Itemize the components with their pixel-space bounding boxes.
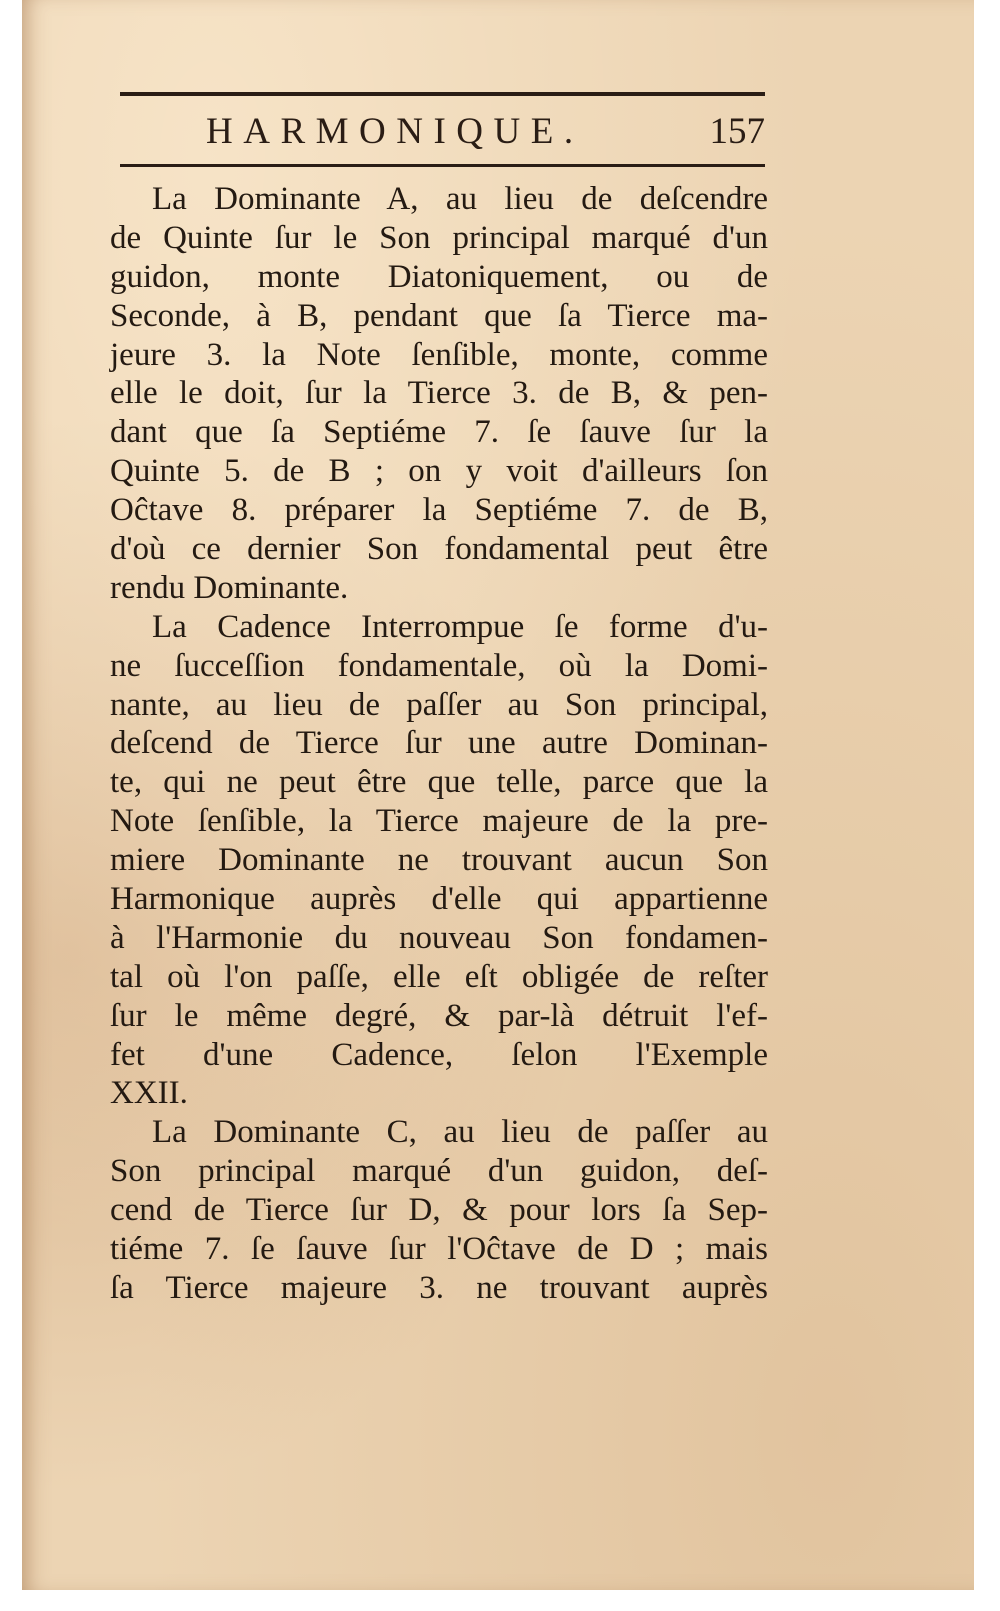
- paragraph-3: [110, 1113, 768, 1307]
- text-line: La Dominante C, au lieu de paſſer au: [152, 1114, 768, 1151]
- text-line: de Quinte ſur le Son principal marqué d'un: [110, 219, 768, 256]
- text-line: Note ſenſible, la Tierce majeure de la pre-: [110, 803, 768, 840]
- text-line: Harmonique auprès d'elle qui appartienne: [110, 881, 768, 918]
- text-line: Oĉtave 8. préparer la Septiéme 7. de B,: [110, 492, 768, 529]
- text-line: Seconde, à B, pendant que ſa Tierce ma-: [110, 297, 768, 334]
- text-line: elle le doit, ſur la Tierce 3. de B, & pen-: [110, 375, 768, 412]
- body-text: [110, 180, 768, 1308]
- text-line: Son principal marqué d'un guidon, deſ-: [110, 1153, 768, 1190]
- text-line: à l'Harmonie du nouveau Son fondamen-: [110, 919, 768, 956]
- text-line: ſa Tierce majeure 3. ne trouvant auprès: [110, 1269, 768, 1306]
- header-rule-top: [120, 92, 765, 96]
- text-line: La Dominante A, au lieu de deſcendre: [152, 181, 768, 217]
- text-line: dant que ſa Septiéme 7. ſe ſauve ſur la: [110, 414, 768, 451]
- text-line: ne ſucceſſion fondamentale, où la Domi-: [110, 647, 768, 684]
- text-line: La Cadence Interrompue ſe forme d'u-: [152, 608, 768, 645]
- text-line: te, qui ne peut être que telle, parce que la: [110, 764, 768, 801]
- paragraph-1: [110, 180, 768, 608]
- text-line: fet d'une Cadence, ſelon l'Exemple: [110, 1036, 768, 1073]
- text-line: tal où l'on paſſe, elle eſt obligée de reſter: [110, 958, 768, 995]
- text-line: cend de Tierce ſur D, & pour lors ſa Sep-: [110, 1192, 768, 1229]
- page-number: 157: [709, 111, 765, 152]
- running-title: HARMONIQUE.: [206, 111, 584, 152]
- text-line: nante, au lieu de paſſer au Son principal,: [110, 686, 768, 723]
- text-line: jeure 3. la Note ſenſible, monte, comme: [110, 336, 768, 373]
- running-head: [120, 106, 765, 158]
- text-line: XXII.: [110, 1075, 188, 1112]
- text-line: guidon, monte Diatoniquement, ou de: [110, 258, 768, 295]
- text-line: ſur le même degré, & par-là détruit l'ef-: [110, 997, 768, 1034]
- paragraph-2: [110, 608, 768, 1114]
- header-rule-bottom: [120, 164, 765, 167]
- text-line: deſcend de Tierce ſur une autre Dominan-: [110, 725, 768, 762]
- text-line: Quinte 5. de B ; on y voit d'ailleurs ſon: [110, 453, 768, 490]
- text-line: tiéme 7. ſe ſauve ſur l'Oĉtave de D ; mais: [110, 1231, 768, 1268]
- text-line: rendu Dominante.: [110, 569, 349, 606]
- text-line: miere Dominante ne trouvant aucun Son: [110, 842, 768, 879]
- text-line: d'où ce dernier Son fondamental peut être: [110, 531, 768, 568]
